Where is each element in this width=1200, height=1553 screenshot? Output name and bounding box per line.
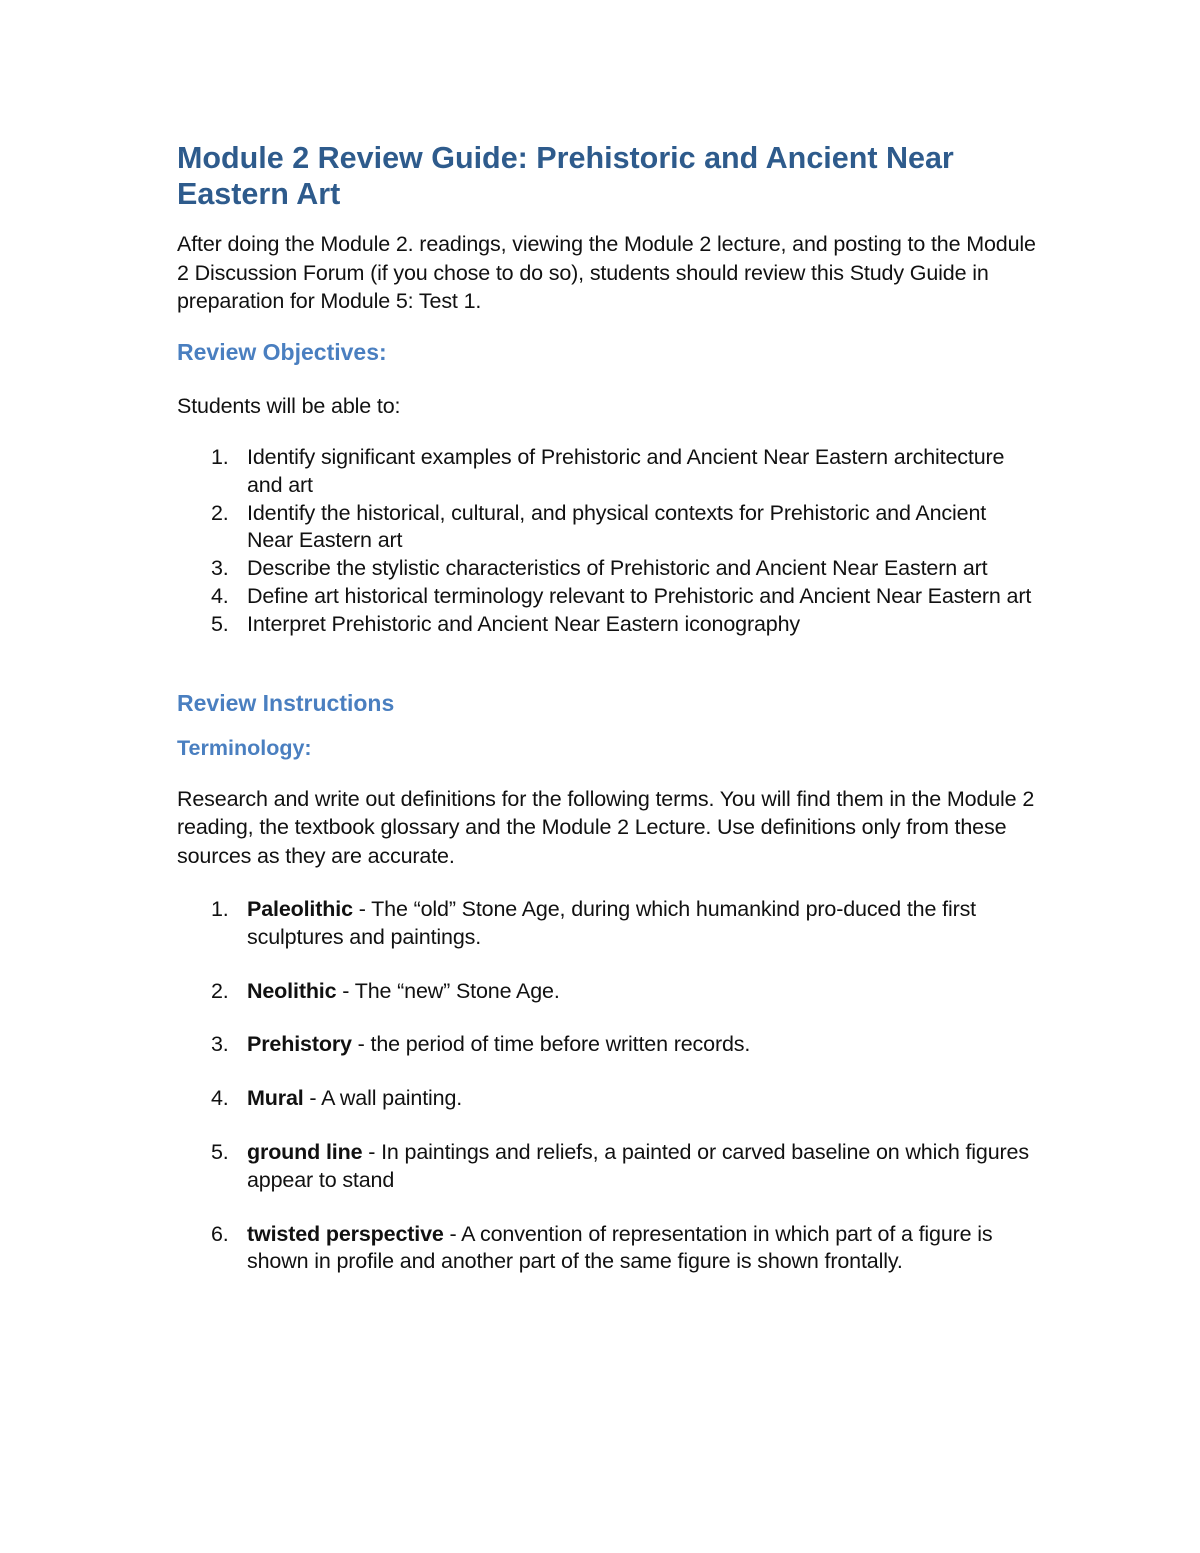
list-number: 3. xyxy=(211,1032,229,1057)
list-number: 3. xyxy=(211,556,229,581)
term-item xyxy=(177,978,1037,1006)
term-definition: - The “old” Stone Age, during which humankind pro-duced the first sculptures and paintings. xyxy=(247,897,977,949)
terms-list xyxy=(177,896,1037,1276)
terminology-intro: Research and write out definitions for the following terms. You will find them in the Module 2 reading, the textbook glossary and the Module 2 Lecture. Use definitions only from these sources as they are accurate. xyxy=(177,786,1035,868)
objectives-lead: Students will be able to: xyxy=(177,393,401,418)
list-number: 6. xyxy=(211,1221,229,1246)
objective-item xyxy=(177,555,1037,583)
review-objectives-heading: Review Objectives: xyxy=(177,338,387,365)
term-definition: - In paintings and reliefs, a painted or carved baseline on which figures appear to stand xyxy=(247,1140,1029,1192)
objectives-list xyxy=(177,444,1037,639)
intro-paragraph: After doing the Module 2. readings, viewing the Module 2 lecture, and posting to the Module 2 Discussion Forum (if you chose to do so), students should review this Study Guide in preparation for Module 5: Test 1. xyxy=(177,232,1036,313)
objective-text: Identify the historical, cultural, and physical contexts for Prehistoric and Ancient Near Eastern art xyxy=(247,500,987,553)
objective-text: Describe the stylistic characteristics of Prehistoric and Ancient Near Eastern art xyxy=(247,556,988,581)
list-number: 1. xyxy=(211,897,229,922)
list-number: 5. xyxy=(211,1140,229,1165)
term-name: Prehistory xyxy=(247,1032,352,1057)
term-definition: - the period of time before written records. xyxy=(351,1032,751,1057)
document-title: Module 2 Review Guide: Prehistoric and Ancient Near Eastern Art xyxy=(177,141,954,211)
term-definition: - The “new” Stone Age. xyxy=(336,978,560,1003)
term-definition: - A wall painting. xyxy=(303,1086,463,1111)
terminology-heading: Terminology: xyxy=(177,735,312,760)
objective-text: Interpret Prehistoric and Ancient Near Eastern iconography xyxy=(247,611,800,636)
term-item xyxy=(177,1139,1037,1195)
term-item xyxy=(177,896,1037,952)
list-number: 1. xyxy=(211,445,229,469)
objective-item xyxy=(177,583,1037,611)
term-name: Paleolithic xyxy=(247,897,353,922)
list-number: 2. xyxy=(211,978,229,1003)
term-name: Mural xyxy=(247,1086,304,1111)
term-name: twisted perspective xyxy=(247,1221,444,1246)
list-number: 2. xyxy=(211,500,229,525)
term-item xyxy=(177,1085,1037,1113)
list-number: 4. xyxy=(211,1086,229,1111)
objective-item xyxy=(177,500,1037,556)
review-instructions-heading: Review Instructions xyxy=(177,689,395,716)
objective-text: Identify significant examples of Prehistoric and Ancient Near Eastern architecture and art xyxy=(247,445,1005,497)
objective-item xyxy=(177,611,1037,639)
objective-item xyxy=(177,444,1037,500)
term-name: ground line xyxy=(247,1140,363,1165)
term-definition: - A convention of representation in which part of a figure is shown in profile and another part of the same figure is shown frontally. xyxy=(247,1221,993,1274)
document-page xyxy=(177,140,1037,1302)
list-number: 4. xyxy=(211,583,229,608)
list-number: 5. xyxy=(211,611,229,636)
term-item xyxy=(177,1221,1037,1277)
term-item xyxy=(177,1031,1037,1059)
objective-text: Define art historical terminology relevant to Prehistoric and Ancient Near Eastern art xyxy=(247,583,1032,608)
term-name: Neolithic xyxy=(247,978,337,1003)
